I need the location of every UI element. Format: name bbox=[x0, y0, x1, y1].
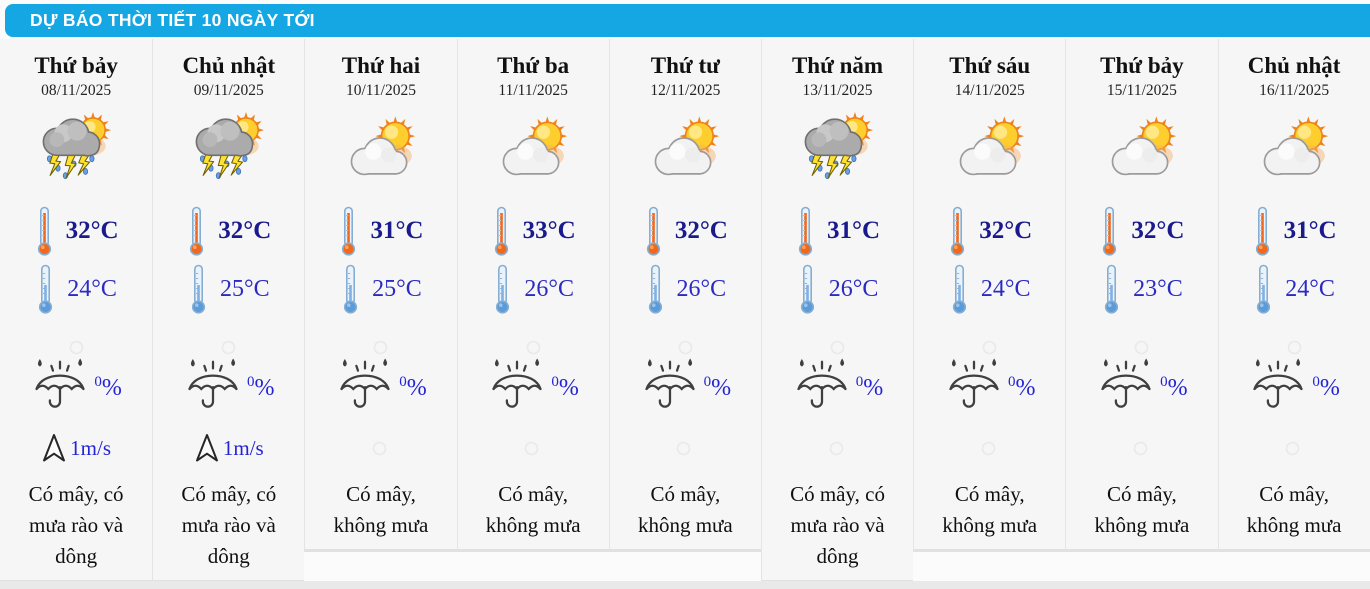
day-name: Thứ hai bbox=[341, 53, 421, 78]
high-temp-row bbox=[947, 203, 1032, 259]
day-card bbox=[609, 39, 761, 552]
thermometer-high-icon bbox=[947, 206, 968, 256]
low-temp-value: 24°C bbox=[980, 275, 1031, 302]
day-description: Có mây, có mưa rào và dông bbox=[790, 482, 885, 568]
low-temp-row bbox=[35, 263, 117, 315]
high-temp-row bbox=[1099, 203, 1184, 259]
rain-chance-value: $^0$% bbox=[855, 374, 884, 401]
rain-chance-value: $^0$% bbox=[1007, 374, 1036, 401]
placeholder-circle-icon bbox=[373, 340, 388, 355]
weather-icon-wrap bbox=[1104, 103, 1180, 189]
weather-icon-wrap bbox=[647, 103, 723, 189]
high-temp-row bbox=[795, 203, 880, 259]
rain-chance-value: $^0$% bbox=[551, 374, 579, 401]
placeholder-row bbox=[221, 339, 236, 355]
thermometer-low-icon bbox=[188, 264, 209, 314]
wind-placeholder-icon bbox=[524, 441, 539, 456]
wind-placeholder-icon bbox=[981, 441, 996, 456]
day-card bbox=[0, 39, 152, 583]
high-temp-row bbox=[338, 203, 423, 259]
day-name: Thứ bảy bbox=[34, 53, 118, 78]
rain-chance-value: $^0$% bbox=[94, 374, 122, 401]
day-name: Thứ năm bbox=[791, 53, 884, 78]
low-temp-row bbox=[492, 263, 574, 315]
thermometer-low-icon bbox=[35, 264, 56, 314]
day-description: Có mây, không mưa bbox=[1094, 482, 1190, 537]
wind-placeholder-icon bbox=[372, 441, 387, 456]
weather-icon-wrap bbox=[1256, 103, 1332, 189]
storm-icon bbox=[799, 111, 877, 181]
placeholder-row bbox=[830, 339, 845, 355]
day-date: 14/11/2025 bbox=[954, 82, 1025, 99]
rain-chance-value: $^0$% bbox=[703, 374, 732, 401]
day-description: Có mây, có mưa rào và dông bbox=[181, 482, 277, 568]
high-temp-value: 32°C bbox=[979, 217, 1033, 244]
placeholder-circle-icon bbox=[1287, 340, 1302, 355]
placeholder-row bbox=[1287, 339, 1302, 355]
thermometer-high-icon bbox=[34, 206, 55, 256]
low-temp-value: 25°C bbox=[219, 275, 270, 302]
wind-row bbox=[1285, 423, 1303, 473]
placeholder-circle-icon bbox=[678, 340, 693, 355]
thermometer-low-icon bbox=[492, 264, 513, 314]
high-temp-value: 32°C bbox=[1131, 217, 1185, 244]
day-date: 09/11/2025 bbox=[193, 82, 264, 99]
day-description: Có mây, không mưa bbox=[1246, 482, 1342, 537]
placeholder-row bbox=[982, 339, 997, 355]
rain-chance-row bbox=[944, 357, 1036, 419]
wind-row bbox=[372, 423, 390, 473]
rain-chance-row bbox=[792, 357, 884, 419]
placeholder-circle-icon bbox=[526, 340, 541, 355]
weather-icon-wrap bbox=[952, 103, 1028, 189]
wind-row bbox=[676, 423, 694, 473]
low-temp-row bbox=[340, 263, 422, 315]
low-temp-value: 23°C bbox=[1133, 275, 1183, 302]
weather-icon-wrap bbox=[495, 103, 571, 189]
placeholder-row bbox=[526, 339, 541, 355]
day-description: Có mây, có mưa rào và dông bbox=[28, 482, 124, 568]
day-card bbox=[761, 39, 913, 583]
low-temp-value: 24°C bbox=[1285, 275, 1335, 302]
umbrella-icon bbox=[792, 358, 852, 418]
partly-cloudy-icon bbox=[495, 114, 571, 178]
umbrella-icon bbox=[944, 358, 1004, 418]
rain-chance-value: $^0$% bbox=[1312, 374, 1340, 401]
partly-cloudy-icon bbox=[647, 114, 723, 178]
day-date: 08/11/2025 bbox=[41, 82, 112, 99]
low-temp-value: 26°C bbox=[524, 275, 574, 302]
rain-chance-row bbox=[640, 357, 732, 419]
day-name: Thứ sáu bbox=[949, 53, 1031, 78]
day-description: Có mây, không mưa bbox=[637, 482, 733, 537]
rain-chance-value: $^0$% bbox=[1160, 374, 1188, 401]
day-date: 11/11/2025 bbox=[498, 82, 568, 99]
wind-speed-value: 1m/s bbox=[222, 435, 264, 460]
high-temp-value: 31°C bbox=[370, 217, 424, 244]
low-temp-row bbox=[645, 263, 727, 315]
wind-arrow-icon bbox=[194, 433, 220, 463]
placeholder-row bbox=[678, 339, 693, 355]
day-description: Có mây, không mưa bbox=[333, 482, 429, 537]
thermometer-high-icon bbox=[491, 206, 512, 256]
day-date: 10/11/2025 bbox=[345, 82, 416, 99]
day-description: Có mây, không mưa bbox=[942, 482, 1038, 537]
low-temp-value: 26°C bbox=[828, 275, 879, 302]
umbrella-icon bbox=[487, 358, 547, 418]
low-temp-row bbox=[797, 263, 879, 315]
rain-chance-value: $^0$% bbox=[399, 374, 427, 401]
partly-cloudy-icon bbox=[1256, 114, 1332, 178]
day-card bbox=[304, 39, 456, 552]
day-card bbox=[1218, 39, 1370, 552]
high-temp-value: 31°C bbox=[827, 217, 881, 244]
high-temp-row bbox=[186, 203, 271, 259]
day-card bbox=[1065, 39, 1217, 552]
wind-row bbox=[194, 423, 264, 473]
placeholder-row bbox=[373, 339, 388, 355]
rain-chance-row bbox=[335, 357, 427, 419]
wind-arrow-icon bbox=[41, 433, 67, 463]
bottom-strip bbox=[0, 581, 1370, 589]
low-temp-value: 25°C bbox=[372, 275, 422, 302]
placeholder-circle-icon bbox=[830, 340, 845, 355]
placeholder-row bbox=[1134, 339, 1149, 355]
thermometer-high-icon bbox=[1252, 206, 1273, 256]
day-name: Chủ nhật bbox=[182, 53, 276, 78]
umbrella-icon bbox=[335, 358, 395, 418]
thermometer-high-icon bbox=[186, 206, 207, 256]
thermometer-low-icon bbox=[949, 264, 970, 314]
weather-icon-wrap bbox=[799, 103, 877, 189]
day-card bbox=[913, 39, 1065, 552]
day-name: Thứ bảy bbox=[1100, 53, 1184, 78]
widget-header bbox=[5, 4, 1370, 37]
placeholder-circle-icon bbox=[1134, 340, 1149, 355]
low-temp-row bbox=[1253, 263, 1335, 315]
thermometer-high-icon bbox=[338, 206, 359, 256]
high-temp-row bbox=[1252, 203, 1337, 259]
rain-chance-row bbox=[1096, 357, 1188, 419]
placeholder-row bbox=[69, 339, 84, 355]
rain-chance-row bbox=[487, 357, 579, 419]
thermometer-low-icon bbox=[340, 264, 361, 314]
widget-title: DỰ BÁO THỜI TIẾT 10 NGÀY TỚI bbox=[30, 10, 315, 30]
low-temp-row bbox=[949, 263, 1031, 315]
wind-placeholder-icon bbox=[1285, 441, 1300, 456]
partly-cloudy-icon bbox=[952, 114, 1028, 178]
high-temp-value: 33°C bbox=[522, 217, 576, 244]
low-temp-value: 24°C bbox=[67, 275, 117, 302]
wind-row bbox=[981, 423, 999, 473]
day-name: Chủ nhật bbox=[1247, 53, 1341, 78]
high-temp-value: 32°C bbox=[218, 217, 272, 244]
day-date: 16/11/2025 bbox=[1259, 82, 1330, 99]
rain-chance-row bbox=[183, 357, 275, 419]
wind-row bbox=[524, 423, 542, 473]
thermometer-low-icon bbox=[797, 264, 818, 314]
umbrella-icon bbox=[1248, 358, 1308, 418]
wind-placeholder-icon bbox=[829, 441, 844, 456]
weather-icon-wrap bbox=[343, 103, 419, 189]
umbrella-icon bbox=[30, 358, 90, 418]
high-temp-value: 32°C bbox=[65, 217, 119, 244]
weather-icon-wrap bbox=[37, 103, 115, 189]
rain-chance-value: $^0$% bbox=[247, 374, 275, 401]
wind-placeholder-icon bbox=[676, 441, 691, 456]
thermometer-high-icon bbox=[795, 206, 816, 256]
umbrella-icon bbox=[183, 358, 243, 418]
low-temp-value: 26°C bbox=[676, 275, 727, 302]
partly-cloudy-icon bbox=[1104, 114, 1180, 178]
thermometer-low-icon bbox=[1253, 264, 1274, 314]
wind-row bbox=[1133, 423, 1151, 473]
thermometer-low-icon bbox=[645, 264, 666, 314]
storm-icon bbox=[37, 111, 115, 181]
high-temp-row bbox=[34, 203, 119, 259]
low-temp-row bbox=[1101, 263, 1183, 315]
placeholder-circle-icon bbox=[69, 340, 84, 355]
weather-icon-wrap bbox=[190, 103, 268, 189]
high-temp-value: 32°C bbox=[674, 217, 728, 244]
partly-cloudy-icon bbox=[343, 114, 419, 178]
day-card bbox=[457, 39, 609, 552]
high-temp-row bbox=[491, 203, 576, 259]
rain-chance-row bbox=[1248, 357, 1340, 419]
low-temp-row bbox=[188, 263, 270, 315]
day-name: Thứ ba bbox=[497, 53, 570, 78]
wind-speed-value: 1m/s bbox=[70, 435, 112, 460]
high-temp-row bbox=[643, 203, 728, 259]
day-date: 13/11/2025 bbox=[802, 82, 873, 99]
high-temp-value: 31°C bbox=[1283, 217, 1337, 244]
wind-row bbox=[829, 423, 847, 473]
thermometer-low-icon bbox=[1101, 264, 1122, 314]
day-description: Có mây, không mưa bbox=[485, 482, 581, 537]
day-date: 15/11/2025 bbox=[1106, 82, 1177, 99]
placeholder-circle-icon bbox=[982, 340, 997, 355]
wind-placeholder-icon bbox=[1133, 441, 1148, 456]
day-date: 12/11/2025 bbox=[650, 82, 721, 99]
umbrella-icon bbox=[1096, 358, 1156, 418]
forecast-row bbox=[0, 39, 1370, 583]
storm-icon bbox=[190, 111, 268, 181]
umbrella-icon bbox=[640, 358, 700, 418]
placeholder-circle-icon bbox=[221, 340, 236, 355]
thermometer-high-icon bbox=[643, 206, 664, 256]
thermometer-high-icon bbox=[1099, 206, 1120, 256]
day-name: Thứ tư bbox=[650, 53, 720, 78]
wind-row bbox=[41, 423, 111, 473]
rain-chance-row bbox=[30, 357, 122, 419]
day-card bbox=[152, 39, 304, 583]
